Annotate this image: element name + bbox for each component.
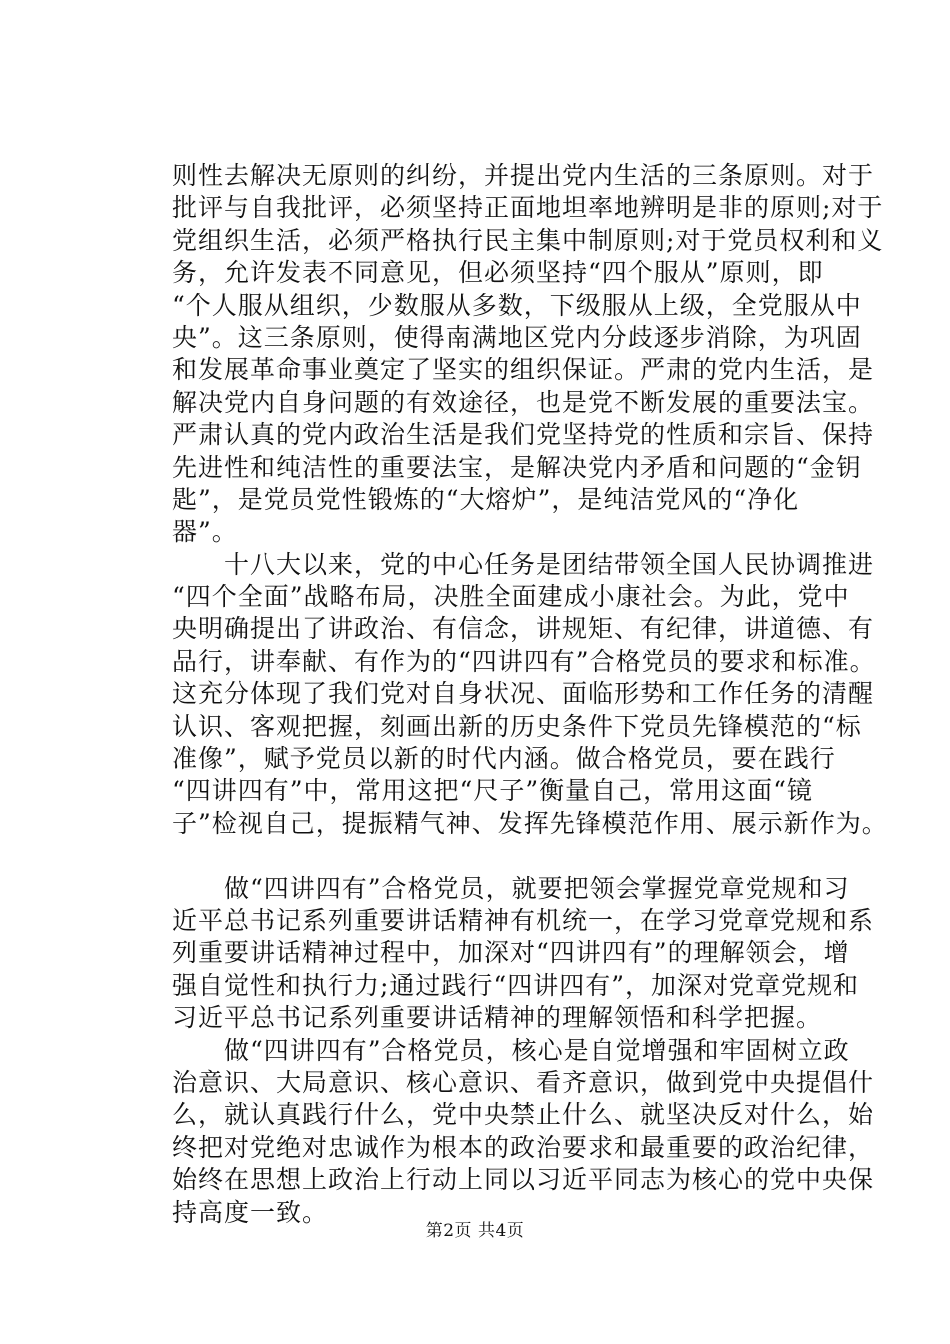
text-line: 近平总书记系列重要讲话精神有机统一，在学习党章党规和系 [172,905,875,935]
text-line: 匙”，是党员党性锻炼的“大熔炉”，是纯洁党风的“净化 [172,484,800,514]
text-line: 解决党内自身问题的有效途径，也是党不断发展的重要法宝。 [172,387,875,417]
text-line: 持高度一致。 [172,1197,329,1227]
text-line: 器”。 [172,517,238,547]
text-line: 做“四讲四有”合格党员，核心是自觉增强和牢固树立政 [172,1035,850,1065]
text-line: 认识、客观把握，刻画出新的历史条件下党员先锋模范的“标 [172,711,862,741]
text-line: 这充分体现了我们党对自身状况、面临形势和工作任务的清醒 [172,679,875,709]
text-line: “四个全面”战略布局，决胜全面建成小康社会。为此，党中 [172,582,850,612]
paragraph-4 [172,1035,875,1229]
text-line: 终把对党绝对忠诚作为根本的政治要求和最重要的政治纪律， [172,1132,875,1162]
text-line: 先进性和纯洁性的重要法宝，是解决党内矛盾和问题的“金钥 [172,452,862,482]
text-line: 么，就认真践行什么，党中央禁止什么、就坚决反对什么，始 [172,1100,875,1130]
text-line: 习近平总书记系列重要讲话精神的理解领悟和科学把握。 [172,1003,823,1033]
text-line: 和发展革命事业奠定了坚实的组织保证。严肃的党内生活，是 [172,355,875,385]
text-line: 党组织生活，必须严格执行民主集中制原则;对于党员权利和义 [172,225,884,255]
text-line: 始终在思想上政治上行动上同以习近平同志为核心的党中央保 [172,1165,875,1195]
text-line: 十八大以来，党的中心任务是团结带领全国人民协调推进 [172,549,875,579]
text-line: 则性去解决无原则的纠纷，并提出党内生活的三条原则。对于 [172,161,875,190]
text-line: 列重要讲话精神过程中，加深对“四讲四有”的理解领会，增 [172,938,850,968]
page-footer [0,1216,950,1241]
paragraph-3 [172,873,875,1035]
text-line: 务，允许发表不同意见，但必须坚持“四个服从”原则，即 [172,258,824,288]
paragraph-2 [172,549,888,841]
text-line: “四讲四有”中，常用这把“尺子”衡量自己，常用这面“镜 [172,776,813,806]
paragraph-1 [172,160,884,549]
text-line: 严肃认真的党内政治生活是我们党坚持党的性质和宗旨、保持 [172,420,875,450]
page-number-label: 第2页 共4页 [425,1221,525,1241]
paragraph-spacer [172,840,852,872]
text-line: 强自觉性和执行力;通过践行“四讲四有”，加深对党章党规和 [172,970,859,1000]
text-line: “个人服从组织，少数服从多数，下级服从上级，全党服从中 [172,290,862,320]
text-line: 治意识、大局意识、核心意识、看齐意识，做到党中央提倡什 [172,1067,875,1097]
text-line: 品行，讲奉献、有作为的“四讲四有”合格党员的要求和标准。 [172,646,876,676]
text-line: 批评与自我批评，必须坚持正面地坦率地辨明是非的原则;对于 [172,193,884,223]
text-line: 子”检视自己，提振精气神、发挥先锋模范作用、展示新作为。 [172,808,888,838]
document-body [172,160,888,1229]
text-line: 做“四讲四有”合格党员，就要把领会掌握党章党规和习 [172,873,850,903]
text-line: 央明确提出了讲政治、有信念，讲规矩、有纪律，讲道德、有 [172,614,875,644]
text-line: 央”。这三条原则，使得南满地区党内分歧逐步消除，为巩固 [172,322,862,352]
text-line: 准像”，赋予党员以新的时代内涵。做合格党员，要在践行 [172,744,836,774]
